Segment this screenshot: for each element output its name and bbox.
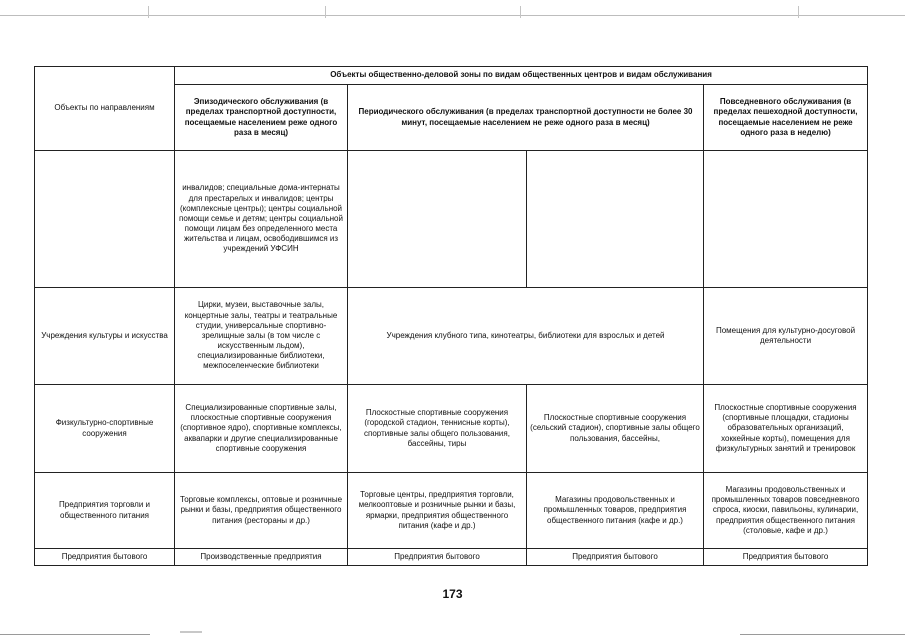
cell-periodic-b: Плоскостные спортивные сооружения (сельский стадион), спортивные залы общего пользования, бассейны, — [527, 385, 704, 473]
bottom-scan-rule — [0, 634, 150, 635]
top-scan-tick — [325, 6, 326, 18]
cell-periodic: Учреждения клубного типа, кинотеатры, библиотеки для взрослых и детей — [348, 288, 704, 385]
cell-episodic: Специализированные спортивные залы, плоскостные спортивные сооружения (спортивное ядро), спортивные комплексы, аквапарки и другие специализированные спортивные сооружения — [175, 385, 348, 473]
cell-episodic: Цирки, музеи, выставочные залы, концертные залы, театры и театральные студии, универсальные спортивно-зрелищные залы (в том числе с искусственным льдом), специализированные библиотеки, межпоселенческие библиотеки — [175, 288, 348, 385]
row-label: Предприятия бытового — [35, 549, 175, 566]
cell-daily: Помещения для культурно-досуговой деятельности — [704, 288, 868, 385]
cell-periodic-a — [348, 151, 527, 288]
header-group-title: Объекты общественно-деловой зоны по видам общественных центров и видам обслуживания — [175, 67, 868, 85]
cell-periodic-b — [527, 151, 704, 288]
cell-periodic-a: Предприятия бытового — [348, 549, 527, 566]
cell-periodic-a: Торговые центры, предприятия торговли, мелкооптовые и розничные рынки и базы, ярмарки, предприятия общественного питания (кафе и др.) — [348, 473, 527, 549]
cell-periodic-b: Предприятия бытового — [527, 549, 704, 566]
top-scan-tick — [148, 6, 149, 18]
header-row-label: Объекты по направлениям — [35, 67, 175, 151]
cell-episodic: инвалидов; специальные дома-интернаты для престарелых и инвалидов; центры (комплексные центры); центры социальной помощи семье и детям; центры социальной помощи лицам без определенного места жительства и лицам, освободившимся из учреждений УФСИН — [175, 151, 348, 288]
header-daily: Повседневного обслуживания (в пределах пешеходной доступности, посещаемые населением не реже одного раза в неделю) — [704, 85, 868, 151]
table-row — [35, 473, 868, 549]
top-scan-rule — [0, 15, 905, 16]
row-label: Физкультурно-спортивные сооружения — [35, 385, 175, 473]
table-row — [35, 151, 868, 288]
table-row — [35, 288, 868, 385]
bottom-scan-mark — [180, 631, 202, 633]
cell-periodic-b: Магазины продовольственных и промышленных товаров, предприятия общественного питания (кафе и др.) — [527, 473, 704, 549]
table-row — [35, 385, 868, 473]
row-label — [35, 151, 175, 288]
header-episodic: Эпизодического обслуживания (в пределах транспортной доступности, посещаемые населением реже одного раза в месяц) — [175, 85, 348, 151]
cell-daily: Плоскостные спортивные сооружения (спортивные площадки, стадионы образовательных организаций, хоккейные корты), помещения для физкультурных занятий и тренировок — [704, 385, 868, 473]
cell-episodic: Производственные предприятия — [175, 549, 348, 566]
cell-periodic-a: Плоскостные спортивные сооружения (городской стадион, теннисные корты), спортивные залы общего пользования, бассейны, тиры — [348, 385, 527, 473]
cell-episodic: Торговые комплексы, оптовые и розничные рынки и базы, предприятия общественного питания (рестораны и др.) — [175, 473, 348, 549]
page-number: 173 — [442, 587, 463, 601]
row-label: Предприятия торговли и общественного питания — [35, 473, 175, 549]
cell-daily: Магазины продовольственных и промышленных товаров повседневного спроса, киоски, павильоны, кулинарии, предприятия общественного питания (столовые, кафе и др.) — [704, 473, 868, 549]
header-periodic: Периодического обслуживания (в пределах транспортной доступности не более 30 минут, посещаемые населением не реже одного раза в месяц) — [348, 85, 704, 151]
bottom-scan-rule — [740, 634, 905, 635]
header-row-group — [35, 67, 868, 85]
service-objects-table — [34, 66, 868, 566]
top-scan-tick — [798, 6, 799, 18]
row-label: Учреждения культуры и искусства — [35, 288, 175, 385]
table-row — [35, 549, 868, 566]
top-scan-tick — [520, 6, 521, 18]
cell-daily: Предприятия бытового — [704, 549, 868, 566]
cell-daily — [704, 151, 868, 288]
